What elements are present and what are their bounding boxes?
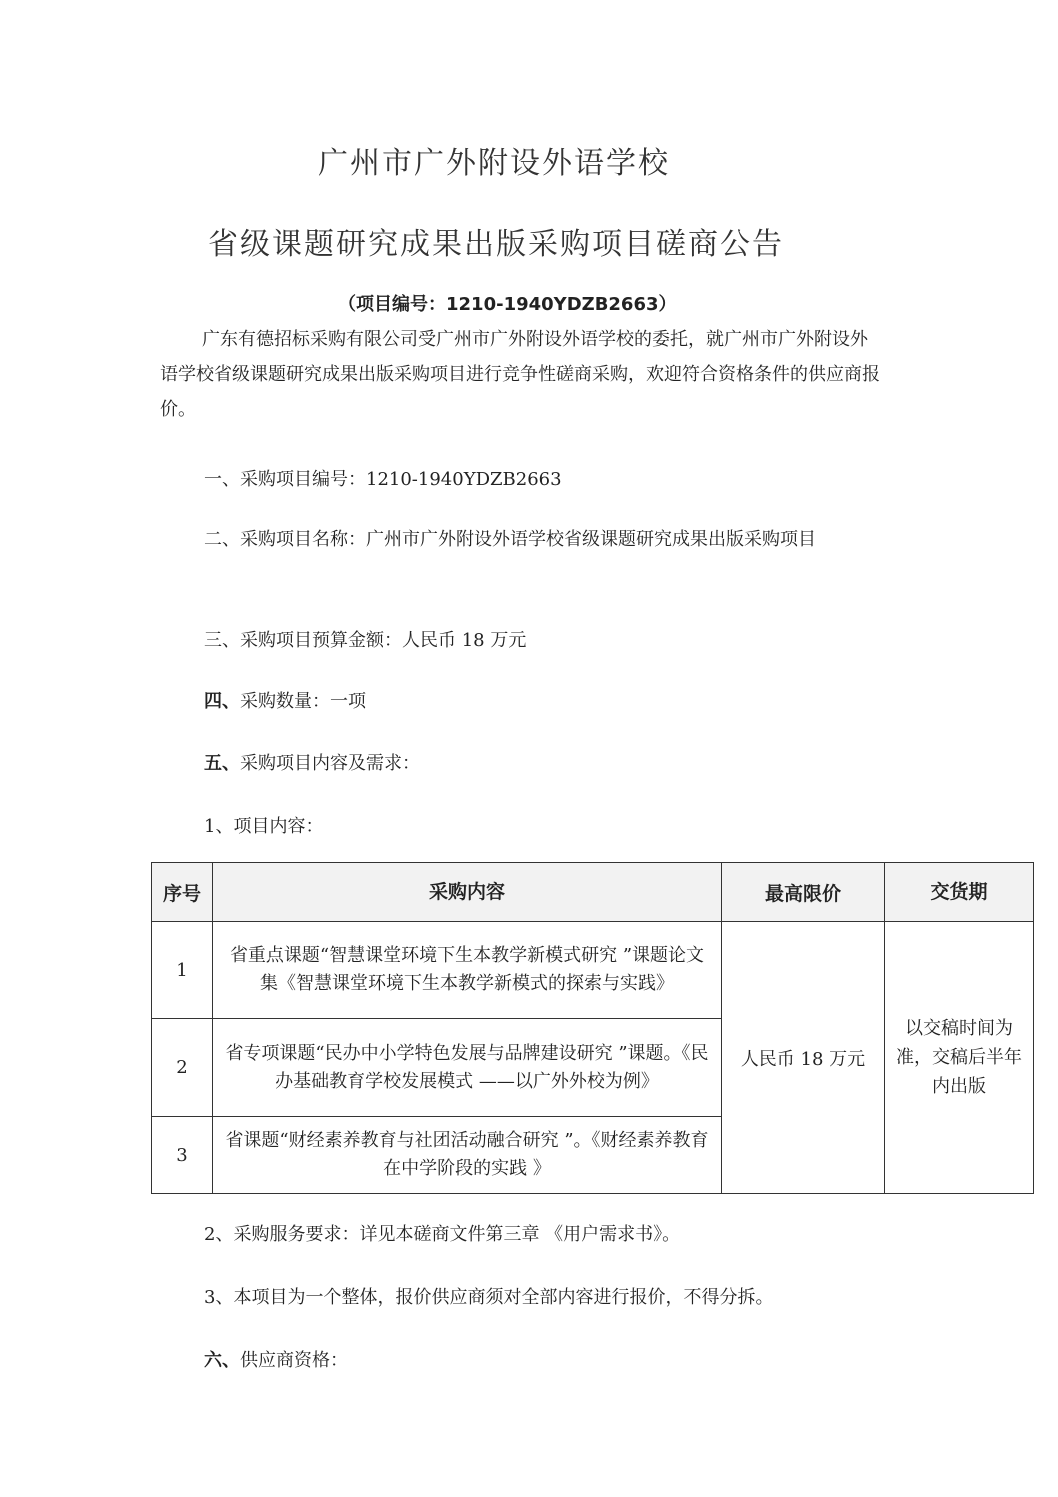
- item-3: 3、本项目为一个整体，报价供应商须对全部内容进行报价，不得分拆。: [204, 1287, 774, 1308]
- title-line-2: 省级课题研究成果出版采购项目磋商公告: [208, 227, 784, 262]
- item-1: 1、项目内容：: [204, 816, 324, 837]
- header-delivery: 交货期: [885, 863, 1034, 922]
- row-content: [213, 1117, 722, 1194]
- section-4: [204, 687, 366, 713]
- section-4-text: 采购数量：一项: [240, 691, 366, 712]
- section-3: 三、采购项目预算金额：人民币 18 万元: [204, 630, 527, 651]
- header-price: 最高限价: [722, 863, 885, 922]
- delivery-text: 以交稿时间为准，交稿后半年内出版: [896, 1018, 1022, 1097]
- title-line-1: 广州市广外附设外语学校: [318, 146, 670, 181]
- price-cell: 人民币 18 万元: [722, 922, 885, 1194]
- table-header-row: [152, 863, 1034, 922]
- table-row: [152, 922, 1034, 1019]
- row-no: 3: [152, 1117, 213, 1194]
- section-6-label: 六、: [204, 1350, 240, 1371]
- item-2: 2、采购服务要求：详见本磋商文件第三章 《用户需求书》。: [204, 1224, 681, 1245]
- row-no: 1: [152, 922, 213, 1019]
- section-6-text: 供应商资格：: [240, 1350, 348, 1371]
- row-content: [213, 922, 722, 1019]
- row-content-text: 省专项课题“民办中小学特色发展与品牌建设研究 ”课题。《民办基础教育学校发展模式 ——以广外外校为例》: [225, 1042, 709, 1092]
- section-6: [204, 1346, 348, 1372]
- section-1: 一、采购项目编号：1210-1940YDZB2663: [204, 469, 562, 490]
- section-5-text: 采购项目内容及需求：: [240, 753, 420, 774]
- section-2: 二、采购项目名称：广州市广外附设外语学校省级课题研究成果出版采购项目: [204, 529, 816, 550]
- section-5: [204, 749, 420, 775]
- row-no: 2: [152, 1019, 213, 1117]
- section-4-label: 四、: [204, 691, 240, 712]
- row-content-text: 省课题“财经素养教育与社团活动融合研究 ”。《财经素养教育在中学阶段的实践 》: [225, 1130, 709, 1179]
- row-content-text: 省重点课题“智慧课堂环境下生本教学新模式研究 ”课题论文集《智慧课堂环境下生本教学新模式的探索与实践》: [229, 945, 705, 994]
- project-number: （项目编号：1210-1940YDZB2663）: [338, 294, 677, 315]
- intro-paragraph: 广东有德招标采购有限公司受广州市广外附设外语学校的委托，就广州市广外附设外语学校省级课题研究成果出版采购项目进行竞争性磋商采购，欢迎符合资格条件的供应商报价。: [160, 329, 880, 420]
- header-content: 采购内容: [213, 863, 722, 922]
- section-5-label: 五、: [204, 753, 240, 774]
- items-table: [151, 862, 1034, 1194]
- delivery-cell: [885, 922, 1034, 1194]
- row-content: [213, 1019, 722, 1117]
- header-no: 序号: [152, 863, 213, 922]
